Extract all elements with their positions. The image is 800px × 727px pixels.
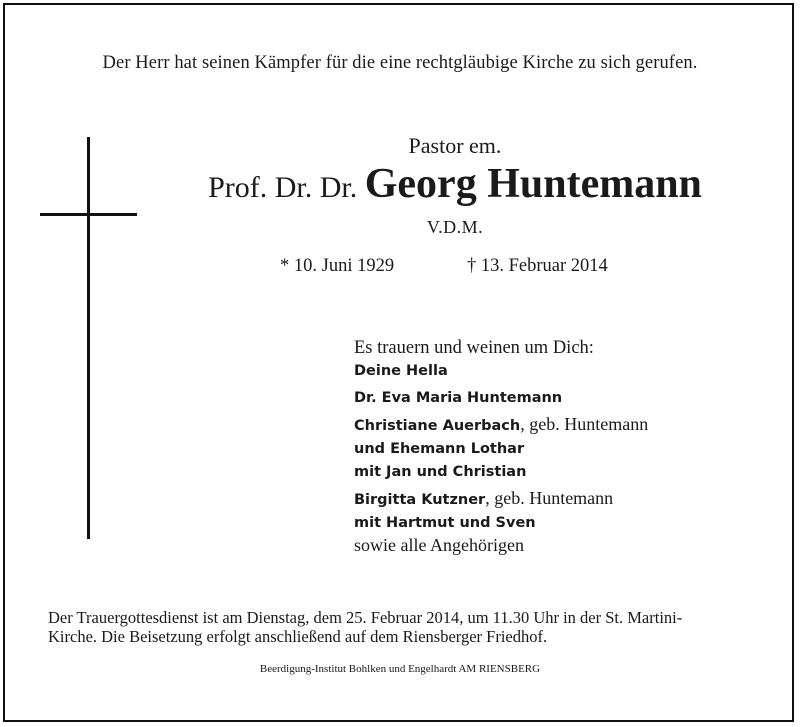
mourner-note: , geb. Huntemann [520,414,649,434]
mourner-name: Birgitta Kutzner [354,492,486,508]
birth-date: * 10. Juni 1929 [280,256,395,276]
service-info [48,608,758,646]
mourner-name: Christiane Auerbach [354,418,521,434]
mourners-intro: Es trauern und weinen um Dich: [354,338,594,358]
deceased-name-line [155,160,755,208]
service-line: Kirche. Die Beisetzung erfolgt anschließend auf dem Riensberger Friedhof. [48,627,548,646]
mourner-name: Dr. Eva Maria Huntemann [354,390,563,406]
mourner-name: mit Hartmut und Sven [354,515,536,531]
mourner-name: Deine Hella [354,363,448,379]
deceased-title: Pastor em. [408,133,502,158]
mourner-name: und Ehemann Lothar [354,441,525,457]
verse: Der Herr hat seinen Kämpfer für die eine rechtgläubige Kirche zu sich gerufen. [102,53,698,73]
deceased-honorific: V.D.M. [426,217,484,237]
mourner-note: , geb. Huntemann [485,488,614,508]
deceased-prefix: Prof. Dr. Dr. [208,171,358,204]
cross-icon-bar [40,213,137,216]
list-item [354,386,648,409]
undertaker: Beerdigung-Institut Bohlken und Engelhardt AM RIENSBERG [259,663,541,675]
list-item [354,437,648,460]
cross-icon [87,137,90,539]
death-date: † 13. Februar 2014 [467,256,608,276]
list-item [354,460,648,483]
mourners-list [354,359,648,557]
mourner-others: sowie alle Angehörigen [354,535,524,555]
mourner-name: mit Jan und Christian [354,464,527,480]
list-item [354,413,648,437]
list-item [354,487,648,511]
deceased-name: Georg Huntemann [364,161,702,207]
list-item [354,534,648,557]
list-item [354,359,648,382]
list-item [354,511,648,534]
service-line: Der Trauergottesdienst ist am Dienstag, dem 25. Februar 2014, um 11.30 Uhr in der St. Martini- [48,608,683,627]
